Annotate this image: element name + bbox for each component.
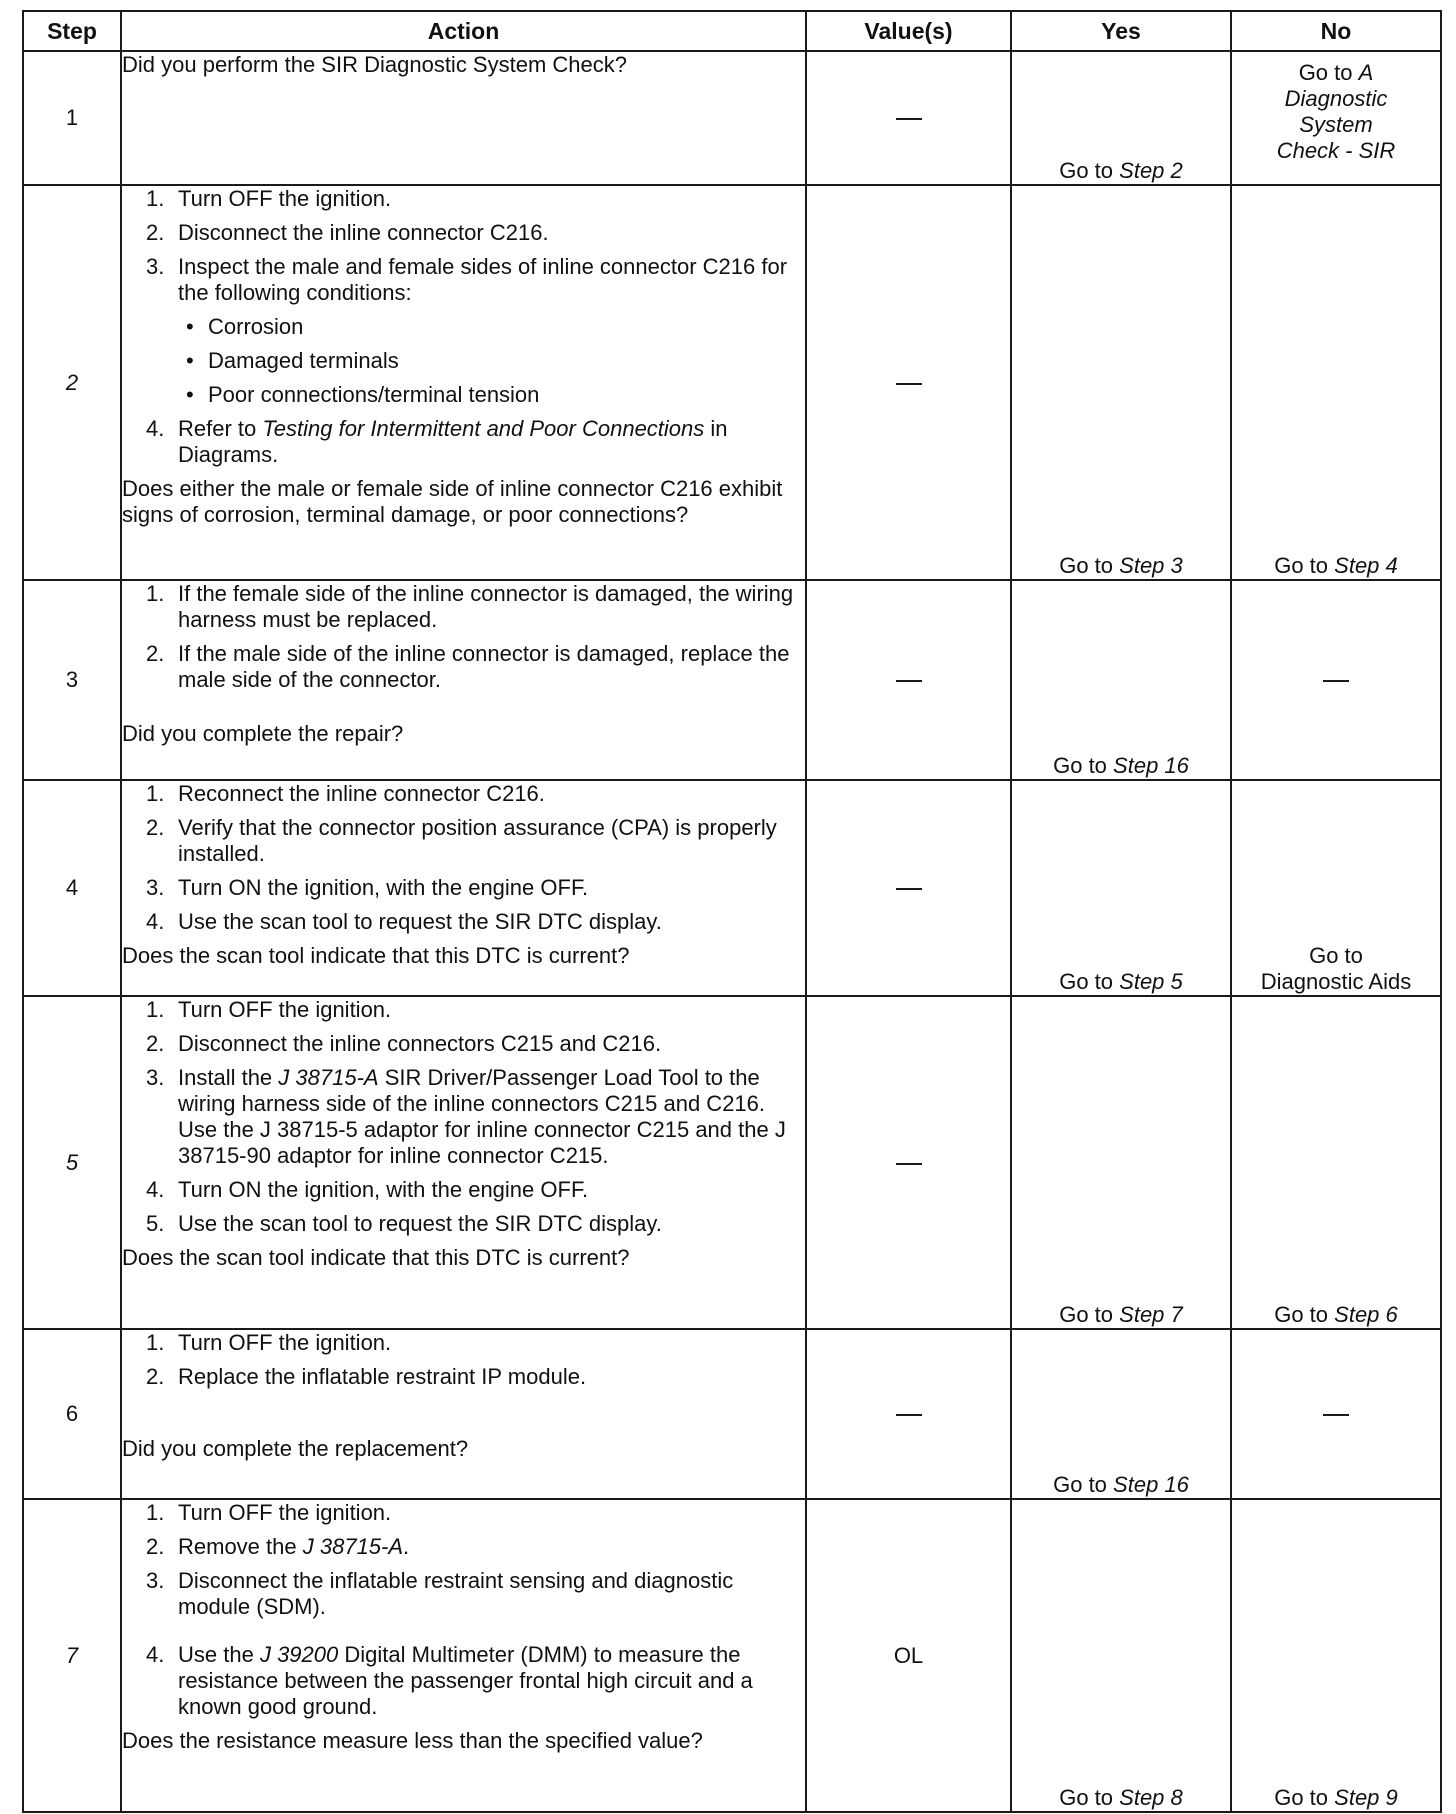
no-target: Step 6	[1334, 1302, 1398, 1327]
yes-target: Step 16	[1113, 753, 1189, 778]
yes-target: Step 3	[1119, 553, 1183, 578]
value-cell	[806, 580, 1011, 780]
no-target-line1: Go to	[1309, 943, 1363, 968]
no-cell	[1231, 580, 1441, 780]
go-to-label: Go to	[1059, 1785, 1114, 1810]
dash-mark	[896, 680, 922, 682]
no-target-line2: Diagnostic Aids	[1260, 969, 1412, 994]
yes-cell	[1011, 1499, 1231, 1812]
condition-item: • Damaged terminals	[178, 348, 805, 374]
action-item: 2. Disconnect the inline connector C216.	[146, 220, 549, 245]
go-to-label: Go to	[1059, 158, 1114, 183]
yes-cell	[1011, 51, 1231, 185]
value-cell: OL	[806, 1499, 1011, 1812]
step-number: 2	[23, 185, 121, 580]
action-list	[122, 1330, 805, 1390]
question-text: Does the scan tool indicate that this DTC is current?	[122, 1245, 630, 1270]
action-item: 3. Inspect the male and female sides of inline connector C216 for the following conditions: • Corrosion • Damaged terminals • Poor connections/terminal tension	[122, 254, 805, 408]
action-item: 1. If the female side of the inline connector is damaged, the wiring harness must be replaced.	[146, 581, 794, 632]
question-text: Did you complete the repair?	[122, 721, 404, 746]
go-to-label: Go to	[1053, 1472, 1107, 1497]
action-item: 2. Verify that the connector position assurance (CPA) is properly installed.	[146, 815, 777, 866]
step-number: 4	[23, 780, 121, 996]
question-text: Does the resistance measure less than the specified value?	[122, 1728, 703, 1753]
action-item: 2. Disconnect the inline connectors C215 and C216.	[146, 1031, 662, 1056]
action-list	[122, 997, 805, 1237]
value-cell	[806, 51, 1011, 185]
action-item: 1. Turn OFF the ignition.	[146, 997, 392, 1022]
value-cell	[806, 996, 1011, 1329]
value-cell	[806, 1329, 1011, 1499]
action-item: 2. Replace the inflatable restraint IP module.	[146, 1364, 587, 1389]
header-step: Step	[23, 11, 121, 51]
yes-target: Step 2	[1119, 158, 1183, 183]
no-target: Step 4	[1334, 553, 1398, 578]
action-item: 1. Turn OFF the ignition.	[146, 1500, 392, 1525]
dash-mark	[1323, 680, 1349, 682]
action-cell	[121, 1499, 806, 1812]
diagnostic-table	[22, 10, 1442, 1813]
dash-mark	[896, 1414, 922, 1416]
action-cell	[121, 780, 806, 996]
value-cell	[806, 780, 1011, 996]
yes-cell	[1011, 996, 1231, 1329]
yes-cell	[1011, 580, 1231, 780]
condition-list	[178, 314, 805, 408]
step-number: 6	[23, 1329, 121, 1499]
action-item: 2. If the male side of the inline connector is damaged, replace the male side of the connector.	[146, 641, 790, 692]
action-item: 1. Turn OFF the ignition.	[146, 1330, 392, 1355]
condition-item: • Poor connections/terminal tension	[178, 382, 805, 408]
yes-cell	[1011, 185, 1231, 580]
table-row	[23, 1329, 1441, 1499]
no-cell	[1231, 51, 1441, 185]
action-cell	[121, 996, 806, 1329]
no-target-line1: A	[1358, 60, 1374, 85]
action-item: 3. Install the J 38715-A SIR Driver/Passenger Load Tool to the wiring harness side of the inline connectors C215 and C216. Use the J 38715-5 adaptor for inline connector C215 and the J 38715-90 adaptor for inline connector C215.	[146, 1065, 786, 1168]
tool-reference: J 38715-A	[302, 1534, 404, 1559]
action-list	[122, 186, 805, 468]
go-to-label: Go to	[1298, 60, 1353, 85]
action-item: 4. Refer to Testing for Intermittent and Poor Connections in Diagrams.	[146, 416, 728, 467]
no-target-line2: Diagnostic	[1284, 86, 1388, 111]
action-cell	[121, 580, 806, 780]
action-cell	[121, 51, 806, 185]
no-cell	[1231, 1499, 1441, 1812]
action-cell	[121, 185, 806, 580]
header-value: Value(s)	[806, 11, 1011, 51]
action-item: 3. Turn ON the ignition, with the engine OFF.	[146, 875, 589, 900]
question-text: Did you complete the replacement?	[122, 1436, 469, 1461]
action-list	[122, 581, 805, 693]
table-row	[23, 1499, 1441, 1812]
action-item: 2. Remove the J 38715-A.	[146, 1534, 410, 1559]
go-to-label: Go to	[1053, 753, 1107, 778]
dash-mark	[896, 888, 922, 890]
action-item: 4. Turn ON the ignition, with the engine OFF.	[146, 1177, 589, 1202]
yes-target: Step 7	[1119, 1302, 1183, 1327]
tool-reference: J 38715-A	[278, 1065, 379, 1090]
no-target-line4: Check - SIR	[1276, 138, 1396, 163]
action-item: 4. Use the scan tool to request the SIR DTC display.	[146, 909, 662, 934]
question-text: Did you perform the SIR Diagnostic System Check?	[122, 52, 627, 77]
no-target: Step 9	[1334, 1785, 1398, 1810]
header-row	[23, 11, 1441, 51]
dash-mark	[896, 1163, 922, 1165]
go-to-label: Go to	[1059, 1302, 1114, 1327]
go-to-label: Go to	[1059, 969, 1114, 994]
action-item: 5. Use the scan tool to request the SIR DTC display.	[146, 1211, 662, 1236]
no-target-line3: System	[1299, 112, 1373, 137]
action-list	[122, 1500, 805, 1720]
go-to-label: Go to	[1274, 1785, 1329, 1810]
header-yes: Yes	[1011, 11, 1231, 51]
action-item: 4. Use the J 39200 Digital Multimeter (DMM) to measure the resistance between the passenger frontal high circuit and a known good ground.	[146, 1642, 753, 1719]
question-text: Does the scan tool indicate that this DTC is current?	[122, 943, 630, 968]
yes-cell	[1011, 780, 1231, 996]
dash-mark	[1323, 1414, 1349, 1416]
step-number: 5	[23, 996, 121, 1329]
table-row	[23, 580, 1441, 780]
go-to-label: Go to	[1274, 1302, 1329, 1327]
question-text: Does either the male or female side of inline connector C216 exhibit signs of corrosion, terminal damage, or poor connections?	[122, 476, 783, 527]
yes-target: Step 16	[1113, 1472, 1189, 1497]
table-row	[23, 996, 1441, 1329]
condition-item: • Corrosion	[178, 314, 805, 340]
table-row	[23, 51, 1441, 185]
yes-cell	[1011, 1329, 1231, 1499]
header-no: No	[1231, 11, 1441, 51]
yes-target: Step 5	[1119, 969, 1183, 994]
go-to-label: Go to	[1059, 553, 1114, 578]
reference-link-text: Testing for Intermittent and Poor Connections	[262, 416, 705, 441]
table-row	[23, 780, 1441, 996]
action-list	[122, 781, 805, 935]
action-item: 3. Disconnect the inflatable restraint sensing and diagnostic module (SDM).	[146, 1568, 734, 1619]
no-cell	[1231, 1329, 1441, 1499]
action-cell	[121, 1329, 806, 1499]
dash-mark	[896, 383, 922, 385]
no-cell	[1231, 780, 1441, 996]
tool-reference: J 39200	[259, 1642, 339, 1667]
step-number: 1	[23, 51, 121, 185]
no-cell	[1231, 996, 1441, 1329]
header-action: Action	[121, 11, 806, 51]
table-row	[23, 185, 1441, 580]
action-item: 1. Turn OFF the ignition.	[146, 186, 392, 211]
dash-mark	[896, 118, 922, 120]
go-to-label: Go to	[1274, 553, 1329, 578]
action-item: 1. Reconnect the inline connector C216.	[146, 781, 545, 806]
value-cell	[806, 185, 1011, 580]
step-number: 3	[23, 580, 121, 780]
no-cell	[1231, 185, 1441, 580]
yes-target: Step 8	[1119, 1785, 1183, 1810]
step-number: 7	[23, 1499, 121, 1812]
